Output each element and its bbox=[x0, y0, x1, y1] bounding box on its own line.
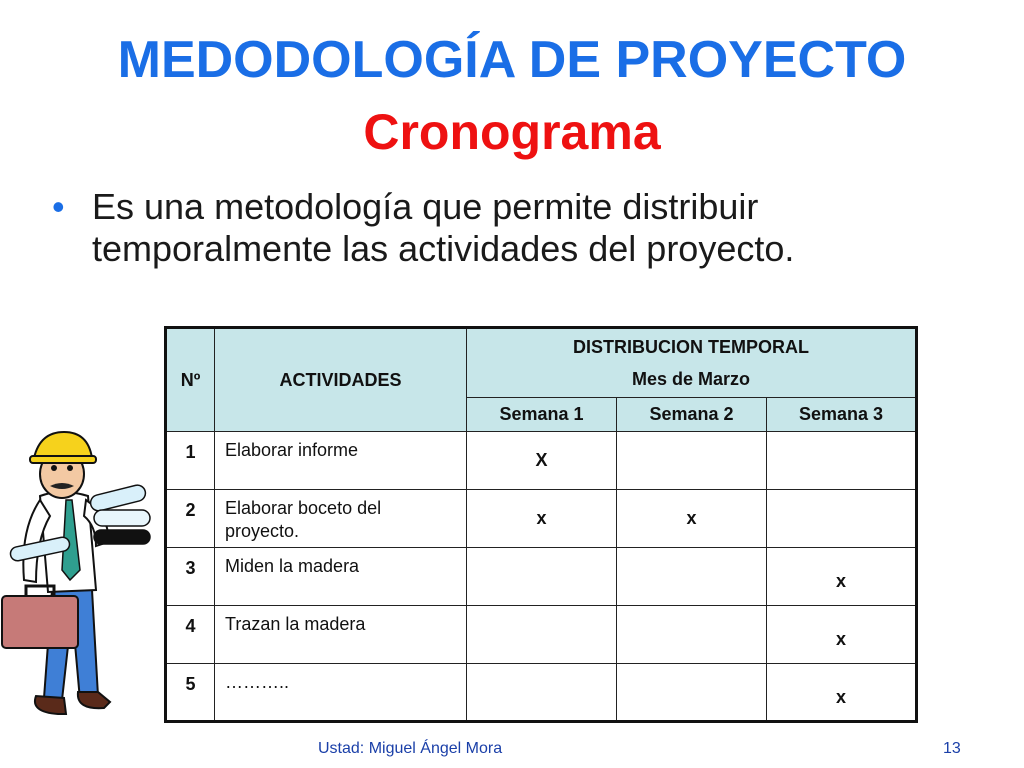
column-header-distribution bbox=[467, 328, 917, 398]
row-mark-week-3 bbox=[767, 490, 917, 548]
engineer-with-blueprints-icon bbox=[0, 430, 160, 720]
column-header-activities: ACTIVIDADES bbox=[215, 328, 467, 432]
row-mark-week-3: x bbox=[767, 664, 917, 722]
row-mark-week-3: x bbox=[767, 548, 917, 606]
row-mark-week-2 bbox=[617, 548, 767, 606]
row-number: 3 bbox=[166, 548, 215, 606]
row-number: 1 bbox=[166, 432, 215, 490]
row-mark-week-2: x bbox=[617, 490, 767, 548]
column-header-week-3: Semana 3 bbox=[767, 398, 917, 432]
column-header-week-1: Semana 1 bbox=[467, 398, 617, 432]
bullet-list bbox=[52, 186, 992, 270]
row-activity: Trazan la madera bbox=[215, 606, 467, 664]
row-mark-week-2 bbox=[617, 664, 767, 722]
schedule-table bbox=[164, 326, 918, 723]
row-number: 4 bbox=[166, 606, 215, 664]
row-mark-week-2 bbox=[617, 606, 767, 664]
table-row bbox=[166, 490, 917, 548]
table-row bbox=[166, 432, 917, 490]
row-activity: Elaborar boceto del proyecto. bbox=[215, 490, 467, 548]
row-number: 2 bbox=[166, 490, 215, 548]
table-row bbox=[166, 606, 917, 664]
slide-subtitle: Cronograma bbox=[363, 104, 661, 160]
slide-title: MEDODOLOGÍA DE PROYECTO bbox=[117, 31, 907, 89]
bullet-item bbox=[52, 186, 992, 270]
row-mark-week-1 bbox=[467, 606, 617, 664]
table-row bbox=[166, 548, 917, 606]
table-row bbox=[166, 664, 917, 722]
month-label: Mes de Marzo bbox=[631, 369, 751, 389]
row-activity: Miden la madera bbox=[215, 548, 467, 606]
bullet-text: Es una metodología que permite distribuir temporalmente las actividades del proyecto. bbox=[92, 186, 795, 269]
column-header-week-2: Semana 2 bbox=[617, 398, 767, 432]
distribution-label: DISTRIBUCION TEMPORAL bbox=[573, 337, 809, 357]
bullet-dot-icon: • bbox=[52, 186, 65, 227]
row-mark-week-3 bbox=[767, 432, 917, 490]
row-mark-week-2 bbox=[617, 432, 767, 490]
row-mark-week-1: X bbox=[467, 432, 617, 490]
row-activity: ……….. bbox=[215, 664, 467, 722]
row-mark-week-3: x bbox=[767, 606, 917, 664]
page-number: 13 bbox=[943, 740, 961, 757]
footer-author: Ustad: Miguel Ángel Mora bbox=[318, 740, 503, 757]
row-number: 5 bbox=[166, 664, 215, 722]
row-mark-week-1 bbox=[467, 664, 617, 722]
table-header-row bbox=[166, 328, 917, 398]
row-activity: Elaborar informe bbox=[215, 432, 467, 490]
column-header-num: Nº bbox=[166, 328, 215, 432]
row-mark-week-1 bbox=[467, 548, 617, 606]
row-mark-week-1: x bbox=[467, 490, 617, 548]
